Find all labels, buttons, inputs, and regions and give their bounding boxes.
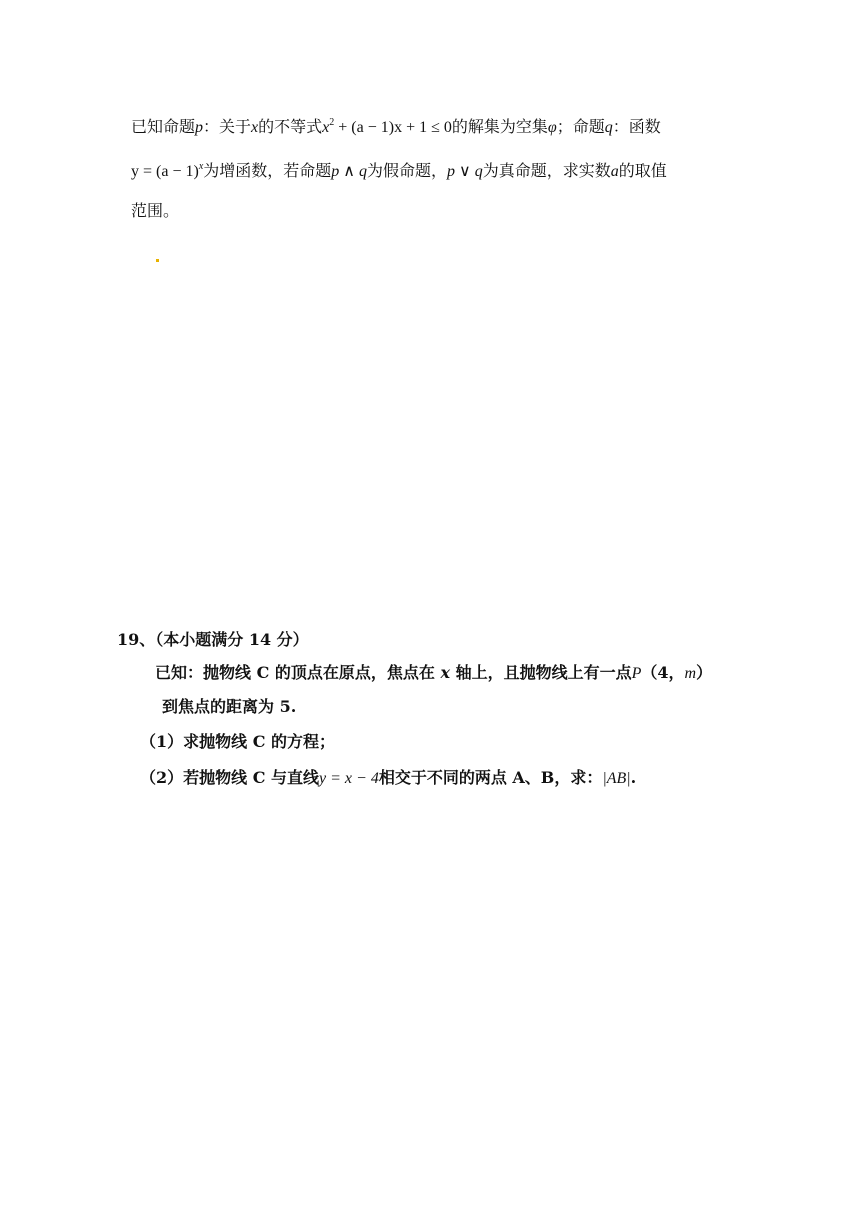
math-a: a xyxy=(610,163,619,180)
function-expression: $y = (a - 1)^x$ xyxy=(131,161,204,180)
text: 的解集为空集 xyxy=(451,117,548,136)
problem-19-heading: 19、（本小题满分 14 分） xyxy=(117,630,309,649)
text: 的取值 xyxy=(618,161,667,180)
text: . xyxy=(630,768,637,787)
math-p: p xyxy=(195,119,204,136)
math-x: x xyxy=(251,119,259,136)
text: 轴上，且抛物线上有一点 xyxy=(450,663,632,682)
text: ：函数 xyxy=(612,117,661,136)
text: 相交于不同的两点 A、B，求： xyxy=(378,768,603,787)
inequality: $x^2 + (a - 1)x + 1 \le 0$ xyxy=(322,117,452,136)
math-p-or-q: p ∨ q xyxy=(447,163,483,180)
text: （2）若抛物线 C 与直线 xyxy=(140,768,320,787)
problem-19-part-2 xyxy=(140,767,636,790)
math-p-and-q: p ∧ q xyxy=(331,163,367,180)
text: 已知：抛物线 C 的顶点在原点，焦点在 xyxy=(155,663,441,682)
math-x: x xyxy=(440,663,450,682)
problem-18-line-2 xyxy=(131,160,667,183)
text: 已知命题 xyxy=(131,117,196,136)
text: 为真命题，求实数 xyxy=(482,161,611,180)
text: （4， xyxy=(641,663,685,682)
math-m: m xyxy=(684,665,697,682)
math-abs-ab: |AB| xyxy=(602,770,631,787)
math-phi: φ xyxy=(547,119,557,136)
line-equation: y = x − 4 xyxy=(319,770,379,787)
text: ：关于 xyxy=(203,117,252,136)
math-q: q xyxy=(604,119,613,136)
stray-dot xyxy=(156,259,159,262)
problem-18-line-3: 范围。 xyxy=(131,201,180,220)
text: ） xyxy=(696,663,713,682)
problem-18-line-1 xyxy=(131,116,661,139)
text: 为假命题， xyxy=(367,161,448,180)
problem-19-line-2: 到焦点的距离为 5. xyxy=(162,697,297,716)
problem-19-line-1 xyxy=(155,662,712,685)
math-P: P xyxy=(631,665,642,682)
text: 为增函数，若命题 xyxy=(203,161,332,180)
problem-19-part-1: （1）求抛物线 C 的方程； xyxy=(140,732,336,751)
text: ；命题 xyxy=(556,117,605,136)
text: 的不等式 xyxy=(258,117,323,136)
